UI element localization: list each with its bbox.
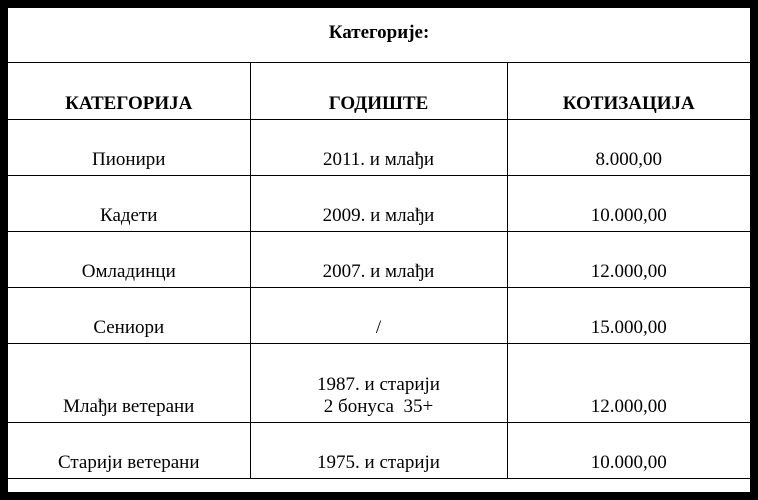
year-cell	[250, 423, 507, 479]
year-cell	[250, 120, 507, 176]
fee-cell: 15.000,00	[507, 288, 750, 344]
table-row	[8, 232, 750, 288]
year-line: /	[375, 317, 382, 338]
title-row	[8, 8, 750, 63]
year-line: 2009. и млађи	[322, 205, 435, 226]
year-line: 2011. и млађи	[323, 149, 434, 170]
table-row	[8, 423, 750, 479]
category-cell: Пионири	[8, 120, 250, 176]
header-fee: КОТИЗАЦИЈА	[507, 63, 750, 120]
year-line: 2007. и млађи	[322, 261, 435, 282]
fee-cell: 10.000,00	[507, 176, 750, 232]
categories-sheet	[8, 8, 750, 492]
year-cell	[250, 232, 507, 288]
year-line: 1987. и старији	[317, 374, 440, 395]
header-row	[8, 63, 750, 120]
table-row	[8, 176, 750, 232]
table-row	[8, 288, 750, 344]
fee-cell: 12.000,00	[507, 344, 750, 423]
fee-cell: 10.000,00	[507, 423, 750, 479]
category-cell: Омладинци	[8, 232, 250, 288]
category-cell: Сениори	[8, 288, 250, 344]
fee-cell: 8.000,00	[507, 120, 750, 176]
bottom-strip	[8, 484, 750, 492]
table-row	[8, 120, 750, 176]
year-cell	[250, 344, 507, 423]
categories-table	[8, 63, 750, 479]
bonus-line: 2 бонуса 35+	[323, 396, 434, 417]
category-cell: Млађи ветерани	[8, 344, 250, 423]
table-title: Категорије:	[328, 22, 430, 43]
header-category: КАТЕГОРИЈА	[65, 93, 193, 114]
year-cell	[250, 176, 507, 232]
year-cell	[250, 288, 507, 344]
year-line: 1975. и старији	[317, 452, 440, 473]
table-row	[8, 344, 750, 423]
fee-cell: 12.000,00	[507, 232, 750, 288]
header-year: ГОДИШТЕ	[250, 63, 507, 120]
category-cell: Старији ветерани	[8, 423, 250, 479]
category-cell: Кадети	[8, 176, 250, 232]
